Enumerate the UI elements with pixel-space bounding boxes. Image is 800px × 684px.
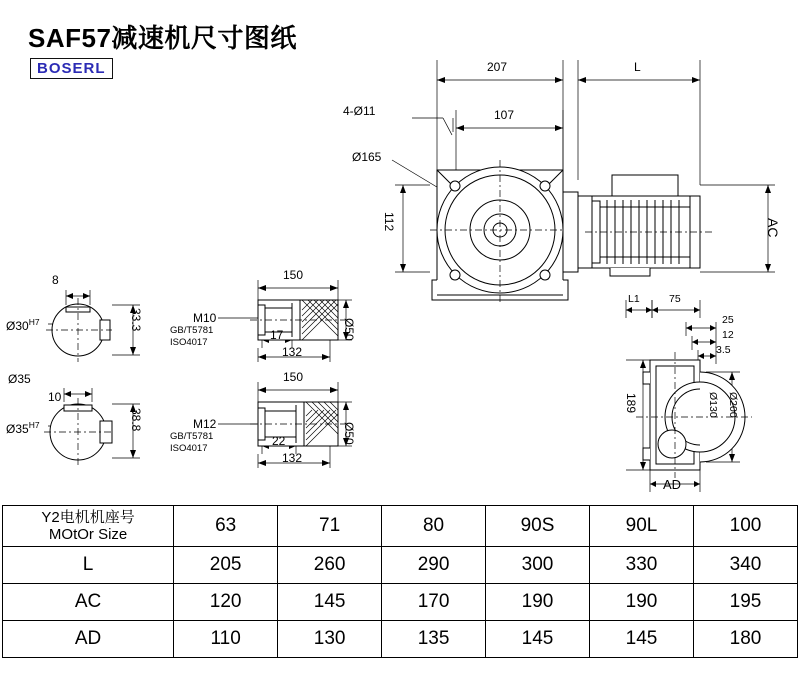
- table-cell: 260: [278, 547, 382, 584]
- dim-25-label: 25: [722, 314, 734, 326]
- dim-207-label: 207: [487, 60, 508, 74]
- table-cell: 300: [486, 547, 590, 584]
- table-cell: 130: [278, 621, 382, 658]
- dim-12-label: 12: [722, 329, 734, 341]
- detail-top-dim-132: 132: [282, 345, 303, 359]
- table-header-cell: 100: [693, 506, 797, 547]
- table-cell: 145: [278, 584, 382, 621]
- table-header-label-cn: Y2电机机座号: [41, 509, 135, 526]
- dim-3-5-label: 3.5: [716, 344, 731, 356]
- table-header-cell: 90S: [486, 506, 590, 547]
- detail-top-dim-150: 150: [283, 268, 304, 282]
- detail-bottom-dim-150: 150: [283, 370, 304, 384]
- std-gb-t5781-bottom: GB/T5781: [170, 431, 214, 442]
- table-cell: 190: [590, 584, 694, 621]
- table-header-cell: 90L: [590, 506, 694, 547]
- dim-38-8-label: 38.8: [129, 408, 143, 432]
- table-cell: 110: [174, 621, 278, 658]
- detail-top-dia-50: Ø50: [342, 318, 356, 341]
- dim-L-label: L: [634, 60, 641, 74]
- brand-logo: BOSERL: [30, 58, 113, 79]
- detail-top-dim-17: 17: [270, 328, 284, 342]
- table-row: [3, 621, 798, 658]
- motor-size-table: [2, 505, 798, 658]
- table-cell: 180: [693, 621, 797, 658]
- dim-75-label: 75: [669, 293, 681, 305]
- key-width-8-label: 8: [52, 273, 59, 287]
- bore-d30-label: $Ø30^{H7}$: [6, 317, 40, 333]
- bore-d30-tol: H7: [28, 317, 40, 327]
- dia-130-label: Ø130: [707, 392, 719, 418]
- table-cell: 330: [590, 547, 694, 584]
- table-cell: 205: [174, 547, 278, 584]
- row-label-ac: AC: [3, 584, 174, 621]
- bore-d35-label: $Ø35^{H7}$: [6, 420, 40, 436]
- table-cell: 190: [486, 584, 590, 621]
- row-label-l: L: [3, 547, 174, 584]
- thread-m10-label: M10: [193, 311, 217, 325]
- flange-dia-165-label: Ø165: [352, 150, 382, 164]
- dim-189-label: 189: [624, 393, 638, 414]
- table-cell: 290: [382, 547, 486, 584]
- shaft-d35-title: Ø35: [8, 372, 31, 386]
- table-cell: 135: [382, 621, 486, 658]
- bore-d35-tol: H7: [28, 420, 40, 430]
- thread-m12-label: M12: [193, 417, 217, 431]
- table-header-cell: 71: [278, 506, 382, 547]
- dim-AD-label: AD: [663, 477, 682, 492]
- row-label-ad: AD: [3, 621, 174, 658]
- holes-4-d11-label: 4-Ø11: [343, 104, 376, 118]
- dia-200-label: Ø200: [727, 392, 739, 418]
- std-iso4017-top: ISO4017: [170, 337, 208, 348]
- table-cell: 145: [590, 621, 694, 658]
- table-cell: 340: [693, 547, 797, 584]
- table-row: [3, 584, 798, 621]
- table-row: [3, 547, 798, 584]
- table-row-header: [3, 506, 798, 547]
- table-header-label-en: MOtOr Size: [48, 526, 128, 543]
- key-width-10-label: 10: [48, 390, 62, 404]
- dim-L1-label: L1: [628, 293, 640, 305]
- table-cell: 120: [174, 584, 278, 621]
- table-header-cell: 63: [174, 506, 278, 547]
- std-iso4017-bottom: ISO4017: [170, 443, 208, 454]
- detail-bottom-dia-50: Ø50: [342, 422, 356, 445]
- table-cell: 170: [382, 584, 486, 621]
- table-cell: 145: [486, 621, 590, 658]
- dim-AC-label: AC: [765, 218, 781, 238]
- dim-107-label: 107: [494, 108, 515, 122]
- detail-bottom-dim-132: 132: [282, 451, 303, 465]
- table-header-label: [3, 506, 174, 547]
- page-title: SAF57减速机尺寸图纸: [28, 23, 297, 53]
- dim-33-3-label: 33.3: [129, 308, 143, 332]
- std-gb-t5781-top: GB/T5781: [170, 325, 214, 336]
- table-cell: 195: [693, 584, 797, 621]
- dim-112-label: 112: [382, 212, 396, 232]
- table-header-cell: 80: [382, 506, 486, 547]
- detail-bottom-dim-22: 22: [272, 434, 286, 448]
